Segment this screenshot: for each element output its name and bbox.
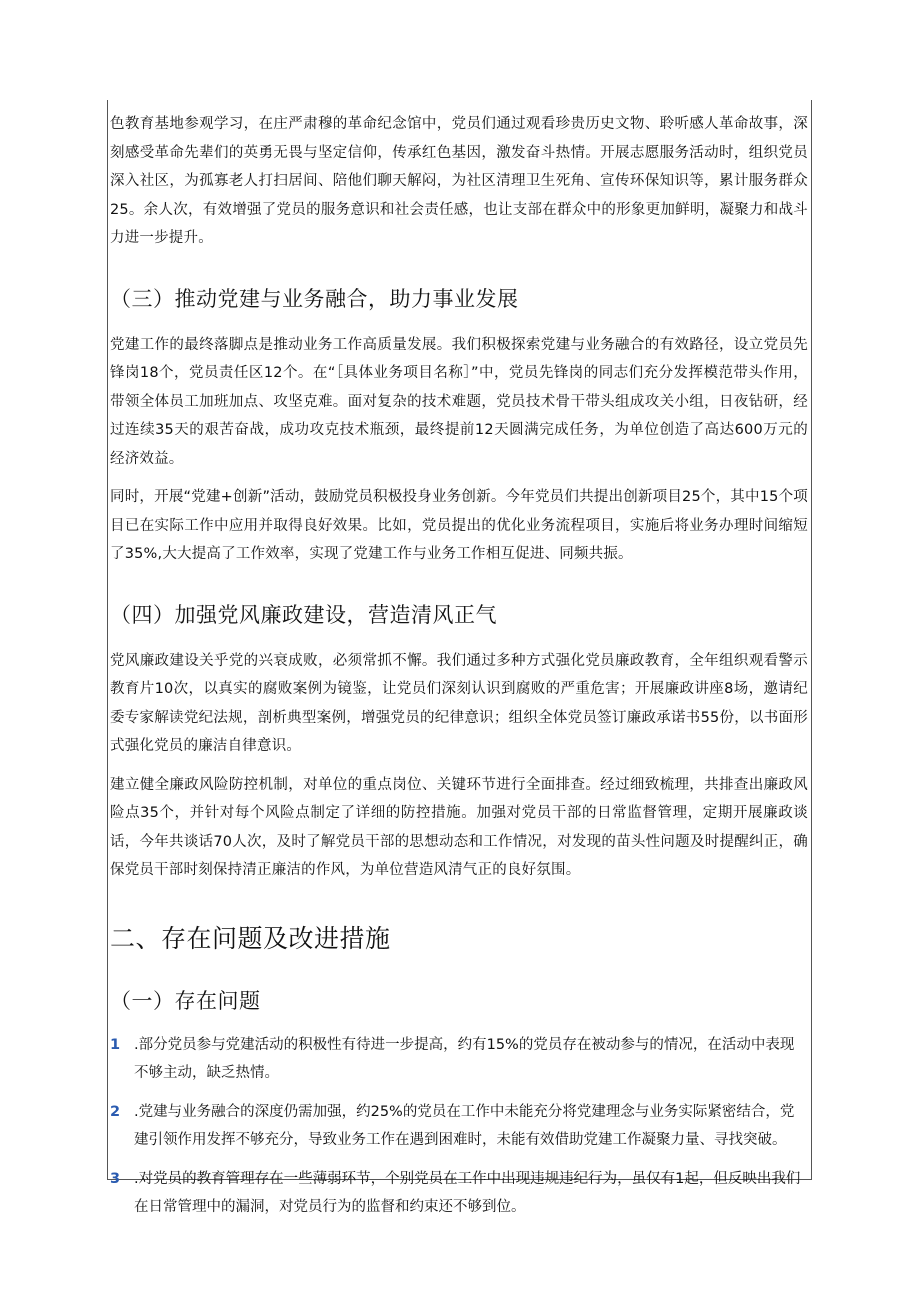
heading-existing-problems: （一）存在问题 [110,988,261,1013]
list-text: .党建与业务融合的深度仍需加强，约25%的党员在工作中未能充分将党建理念与业务实际紧密结合，党建引领作用发挥不够充分，导致业务工作在遇到困难时，未能有效借助党建工作凝聚力量、寻找突破。 [134,1103,795,1148]
list-number: 3 [110,1170,121,1187]
list-item [110,1165,808,1222]
list-number: 1 [110,1036,121,1053]
heading-integration: （三）推动党建与业务融合，助力事业发展 [110,286,519,311]
list-number: 2 [110,1103,121,1120]
list-text: .对党员的教育管理存在一些薄弱环节，个别党员在工作中出现违规违纪行为，虽仅有1起，但反映出我们在日常管理中的漏洞，对党员行为的监督和约束还不够到位。 [134,1170,801,1215]
list-item [110,1031,808,1088]
paragraph-volunteer: 色教育基地参观学习，在庄严肃穆的革命纪念馆中，党员们通过观看珍贵历史文物、聆听感人革命故事，深刻感受革命先辈们的英勇无畏与坚定信仰，传承红色基因，激发奋斗热情。开展志愿服务活动时，组织党员深入社区，为孤寡老人打扫居间、陪他们聊天解闷，为社区清理卫生死角、宣传环保知识等，累计服务群众25。余人次，有效增强了党员的服务意识和社会责任感，也让支部在群众中的形象更加鲜明，凝聚力和战斗力进一步提升。 [110,116,808,246]
heading-integrity: （四）加强党风廉政建设，营造清风正气 [110,602,497,627]
section-title-problems: 二、存在问题及改进措施 [110,923,391,953]
list-item [110,1098,808,1155]
paragraph-innovation: 同时，开展“党建+创新”活动，鼓励党员积极投身业务创新。今年党员们共提出创新项目25个，其中15个项目已在实际工作中应用并取得良好效果。比如，党员提出的优化业务流程项目，实施后将业务办理时间缩短了35%,大大提高了工作效率，实现了党建工作与业务工作相互促进、同频共振。 [110,489,808,562]
paragraph-integrity-education: 党风廉政建设关乎党的兴衰成败，必须常抓不懈。我们通过多种方式强化党员廉政教育，全年组织观看警示教育片10次，以真实的腐败案例为镜鉴，让党员们深刻认识到腐败的严重危害；开展廉政讲座8场，邀请纪委专家解读党纪法规，剖析典型案例，增强党员的纪律意识；组织全体党员签订廉政承诺书55份，以书面形式强化党员的廉洁自律意识。 [110,652,808,754]
paragraph-integration: 党建工作的最终落脚点是推动业务工作高质量发展。我们积极探索党建与业务融合的有效路径，设立党员先锋岗18个，党员责任区12个。在“［具体业务项目名称］”中，党员先锋岗的同志们充分发挥模范带头作用，带领全体员工加班加点、攻坚克难。面对复杂的技术难题，党员技术骨干带头组成攻关小组，日夜钻研，经过连续35天的艰苦奋战，成功攻克技术瓶颈，最终提前12天圆满完成任务，为单位创造了高达600万元的经济效益。 [110,336,808,467]
paragraph-risk-control: 建立健全廉政风险防控机制，对单位的重点岗位、关键环节进行全面排查。经过细致梳理，共排查出廉政风险点35个，并针对每个风险点制定了详细的防控措施。加强对党员干部的日常监督管理，定期开展廉政谈话，今年共谈话70人次，及时了解党员干部的思想动态和工作情况，对发现的苗头性问题及时提醒纠正，确保党员干部时刻保持清正廉洁的作风，为单位营造风清气正的良好氛围。 [110,776,808,878]
list-text: .部分党员参与党建活动的积极性有待进一步提高，约有15%的党员存在被动参与的情况，在活动中表现不够主动，缺乏热情。 [134,1036,795,1081]
document-body [110,110,808,1232]
